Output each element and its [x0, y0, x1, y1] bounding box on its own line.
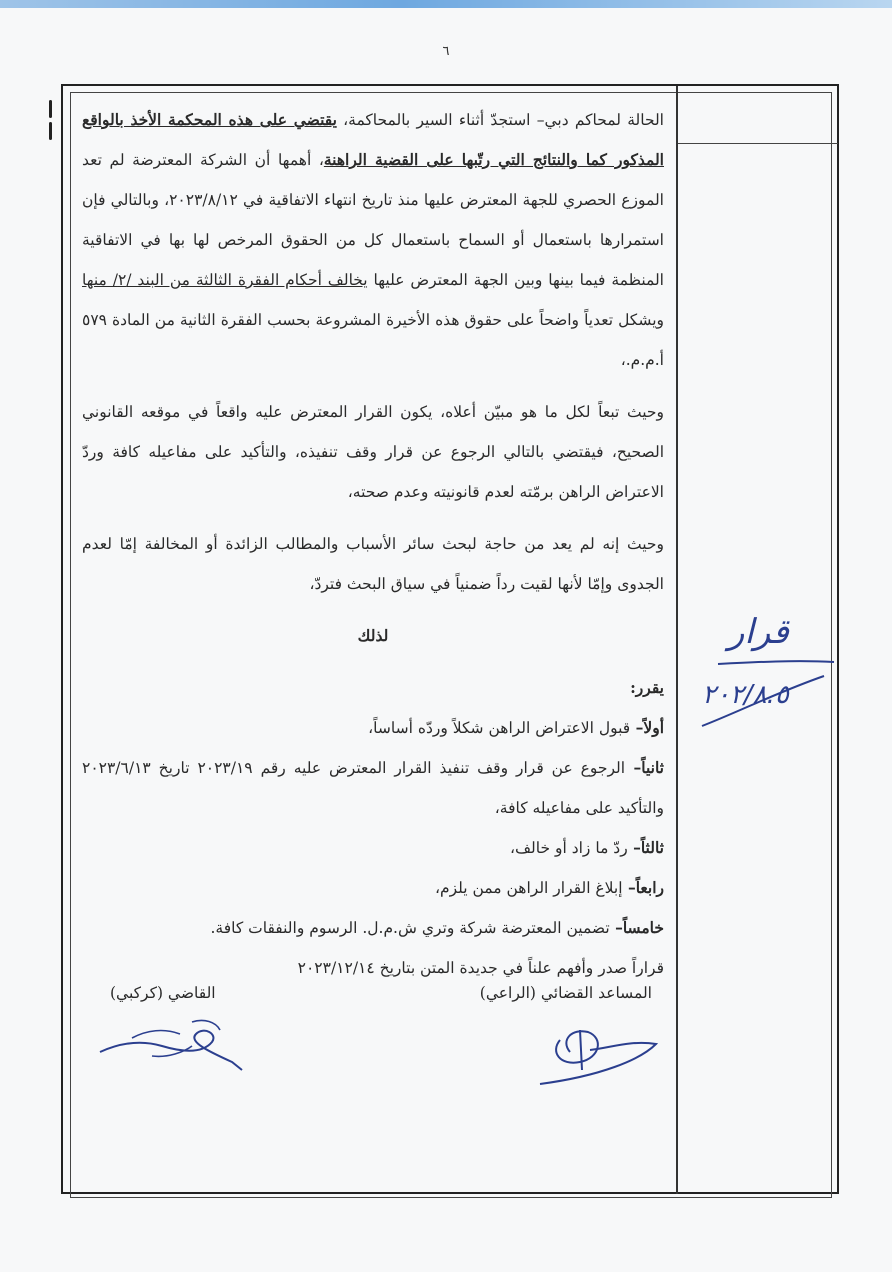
heading-therefore: لذلك — [357, 626, 389, 645]
judge-signature — [92, 1012, 252, 1082]
ruling-4 — [82, 868, 664, 908]
page-number: ٦ — [442, 44, 450, 59]
paragraph-1-start: الحالة لمحاكم دبي– استجدّ أثناء السير بالمحاكمة، — [336, 111, 664, 129]
margin-note-code: ٢٠٢/٨.٥ — [702, 680, 789, 710]
paragraph-1-end: ويشكل تعدياً واضحاً على حقوق هذه الأخيرة المشروعة بحسب الفقرة الثانية من المادة ٥٧٩ أ.م.م.، — [82, 311, 664, 369]
ruling-3-text: ردّ ما زاد أو خالف، — [510, 839, 628, 857]
ruling-3 — [82, 828, 664, 868]
assistant-signature-label: المساعد القضائي (الراعي) — [479, 984, 652, 1002]
paragraph-1-middle: ، أهمها أن الشركة المعترضة لم تعد الموزع الحصري للجهة المعترض عليها منذ تاريخ انتهاء الاتفاقية في ٢٠٢٣/٨/١٢، وبالتالي فإن استمرارها باستعمال أو السماح باستعمال كل من الحقوق المرخص لها بها في الاتفاقية المنظمة فيما بينها وبين الجهة المعترض عليها — [82, 151, 664, 289]
margin-note-underline — [716, 652, 836, 672]
paragraph-1 — [82, 100, 664, 380]
margin-annotation — [698, 612, 848, 742]
ruling-5 — [82, 908, 664, 948]
margin-note-slash — [698, 672, 828, 732]
paragraph-3: وحيث إنه لم يعد من حاجة لبحث سائر الأسباب والمطالب الزائدة أو المخالفة إمّا لعدم الجدوى وإمّا لأنها لقيت رداً ضمنياً في سياق البحث فتردّ، — [82, 535, 664, 593]
document-body — [82, 100, 664, 988]
ruling-4-label: رابعاً– — [622, 878, 664, 897]
ruling-1-label: أولاً– — [630, 718, 664, 737]
margin-header-line — [678, 143, 838, 144]
ruling-3-label: ثالثاً– — [627, 838, 664, 857]
paragraph-1-underlined-1: يقتضي على هذه المحكمة الأخذ بالواقع المذكور كما والنتائج التي رتّبها على القضية الراهنة — [82, 110, 664, 169]
ruling-5-label: خامساً– — [609, 918, 664, 937]
ruling-5-text: تضمين المعترضة شركة وتري ش.م.ل. الرسوم والنفقات كافة. — [210, 919, 610, 937]
assistant-signature — [530, 1010, 670, 1090]
ruling-1-text: قبول الاعتراض الراهن شكلاً وردّه أساساً، — [368, 719, 631, 737]
ruling-4-text: إبلاغ القرار الراهن ممن يلزم، — [434, 879, 623, 897]
paragraph-1-underlined-2: يخالف أحكام الفقرة الثالثة من البند /٢/ منها — [82, 271, 368, 289]
margin-divider — [676, 86, 678, 1194]
issued-statement: قراراً صدر وأفهم علناً في جديدة المتن بتاريخ ٢٠٢٣/١٢/١٤ — [297, 959, 664, 977]
ruling-2-text: الرجوع عن قرار وقف تنفيذ القرار المعترض عليه رقم ٢٠٢٣/١٩ تاريخ ٢٠٢٣/٦/١٣ والتأكيد على مفاعيله كافة، — [82, 759, 664, 817]
ruling-2 — [82, 748, 664, 828]
paragraph-2: وحيث تبعاً لكل ما هو مبيّن أعلاه، يكون القرار المعترض عليه واقعاً في موقعه القانوني الصحيح، فيقتضي بالتالي الرجوع عن قرار وقف تنفيذه، والتأكيد على مفاعيله كافة وردّ الاعتراض الراهن برمّته لعدم قانونيته وعدم صحته، — [82, 403, 664, 501]
judge-signature-label: القاضي (كركبي) — [110, 984, 216, 1002]
ruling-1 — [82, 708, 664, 748]
ruling-2-label: ثانياً– — [625, 758, 664, 777]
margin-note-word: قرار — [728, 612, 789, 652]
page-top-edge — [0, 0, 892, 8]
decides-label: يقرر: — [630, 678, 664, 697]
binding-marks — [44, 96, 56, 156]
